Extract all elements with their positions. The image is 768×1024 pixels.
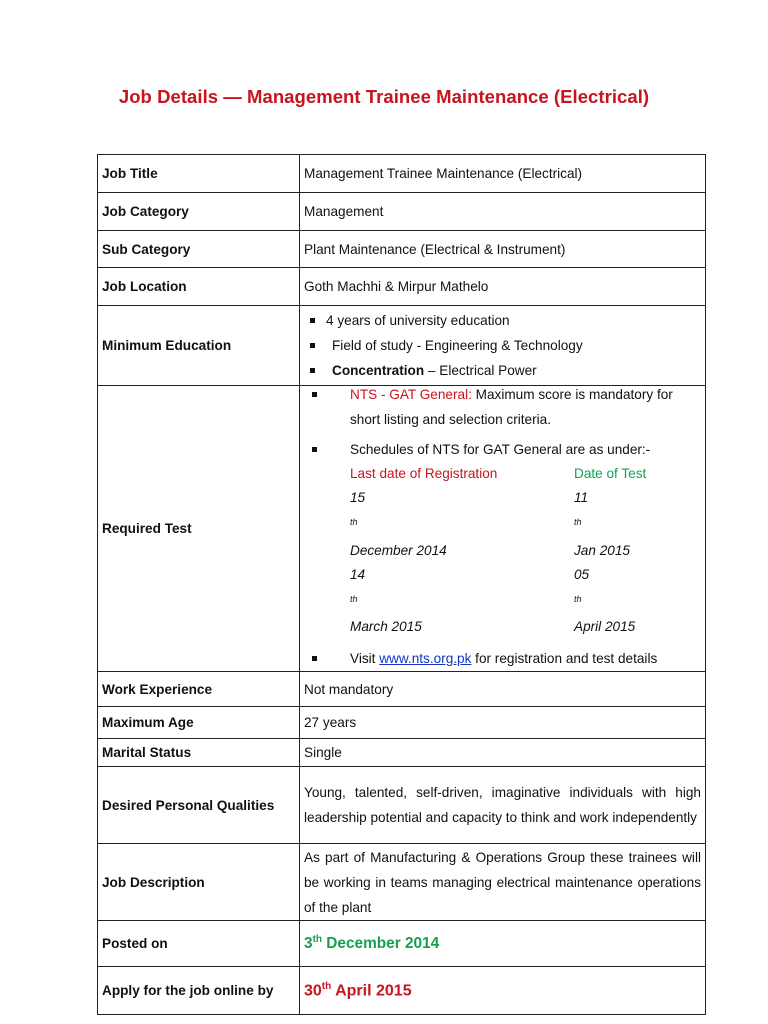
- job-location-label: Job Location: [98, 268, 300, 306]
- row-work-experience: [98, 672, 706, 707]
- apply-by-label: Apply for the job online by: [98, 967, 300, 1015]
- list-item-text: Field of study - Engineering & Technology: [332, 338, 583, 353]
- row-personal-qualities: [98, 767, 706, 844]
- date-suffix: th: [312, 934, 323, 945]
- job-description-label: Job Description: [98, 844, 300, 921]
- row-marital-status: [98, 739, 706, 767]
- date-rest: March 2015: [350, 619, 422, 635]
- concentration-label: Concentration: [332, 363, 425, 378]
- date-rest: April 2015: [331, 982, 412, 1000]
- minimum-education-value: [300, 306, 706, 386]
- job-category-value: Management: [300, 193, 706, 231]
- row-minimum-education: [98, 306, 706, 386]
- visit-suffix: for registration and test details: [471, 651, 658, 667]
- concentration-value: – Electrical Power: [424, 363, 537, 378]
- sub-category-label: Sub Category: [98, 231, 300, 268]
- row-posted-on: [98, 921, 706, 967]
- date-rest: Jan 2015: [574, 542, 630, 558]
- row-job-description: [98, 844, 706, 921]
- date-suffix: th: [574, 517, 582, 527]
- date-suffix: th: [321, 980, 332, 992]
- visit-line: [304, 646, 701, 671]
- date-day: 30: [304, 982, 322, 1000]
- date-day: 11: [574, 490, 589, 505]
- personal-qualities-value: Young, talented, self-driven, imaginative individuals with high leadership potential and capacity to think and work independently: [300, 767, 706, 844]
- date-rest: April 2015: [574, 619, 636, 635]
- nts-requirement: [304, 382, 701, 432]
- list-item: [304, 358, 701, 383]
- date-day: 05: [574, 566, 590, 582]
- date-suffix: th: [574, 593, 582, 604]
- visit-prefix: Visit: [350, 651, 380, 667]
- personal-qualities-label: Desired Personal Qualities: [98, 767, 300, 844]
- schedule-row: [304, 563, 701, 640]
- sub-category-value: Plant Maintenance (Electrical & Instrument): [300, 231, 706, 268]
- schedule-header: [304, 462, 701, 486]
- registration-date: [350, 486, 574, 563]
- work-experience-label: Work Experience: [98, 672, 300, 707]
- date-day: 14: [350, 566, 366, 582]
- nts-gat-label: NTS - GAT General:: [350, 387, 472, 402]
- job-description-value: As part of Manufacturing & Operations Group these trainees will be working in teams managing electrical maintenance operations of the plant: [300, 844, 706, 921]
- list-item: 4 years of university education: [304, 308, 701, 333]
- marital-status-value: Single: [300, 739, 706, 767]
- job-category-label: Job Category: [98, 193, 300, 231]
- maximum-age-label: Maximum Age: [98, 707, 300, 739]
- schedule-intro-text: Schedules of NTS for GAT General are as under:-: [350, 442, 651, 457]
- date-rest: December 2014: [322, 935, 440, 953]
- test-date-column-header: Date of Test: [574, 466, 647, 481]
- date-suffix: th: [350, 517, 358, 527]
- date-day: 15: [350, 490, 366, 505]
- apply-by-value: [300, 967, 706, 1015]
- marital-status-label: Marital Status: [98, 739, 300, 767]
- schedule-row: [304, 486, 701, 563]
- test-date: [574, 563, 635, 640]
- education-list: [304, 308, 701, 383]
- job-location-value: Goth Machhi & Mirpur Mathelo: [300, 268, 706, 306]
- test-date: [574, 486, 630, 563]
- row-job-title: [98, 155, 706, 193]
- date-suffix: th: [350, 593, 358, 604]
- row-apply-by: [98, 967, 706, 1015]
- date-rest: December 2014: [350, 542, 447, 558]
- registration-date: [350, 563, 574, 640]
- posted-on-label: Posted on: [98, 921, 300, 967]
- job-details-table: [97, 154, 706, 1015]
- bullet-icon: [312, 447, 317, 452]
- schedule-intro: [304, 437, 701, 462]
- row-sub-category: [98, 231, 706, 268]
- maximum-age-value: 27 years: [300, 707, 706, 739]
- job-title-label: Job Title: [98, 155, 300, 193]
- bullet-icon: [312, 392, 317, 397]
- row-maximum-age: [98, 707, 706, 739]
- required-test-value: [300, 386, 706, 672]
- registration-column-header: Last date of Registration: [350, 466, 498, 481]
- required-test-label: Required Test: [98, 386, 300, 672]
- posted-on-value: [300, 921, 706, 967]
- bullet-icon: [312, 656, 317, 661]
- nts-gat-text: Maximum score is mandatory for short listing and selection criteria.: [350, 387, 673, 427]
- work-experience-value: Not mandatory: [300, 672, 706, 707]
- page-title: Job Details — Management Trainee Maintenance (Electrical): [118, 86, 650, 107]
- list-item: [304, 333, 701, 358]
- date-day: 3: [304, 935, 313, 953]
- nts-website-link[interactable]: www.nts.org.pk: [379, 651, 472, 667]
- row-job-category: [98, 193, 706, 231]
- job-title-value: Management Trainee Maintenance (Electrical): [300, 155, 706, 193]
- row-required-test: [98, 386, 706, 672]
- row-job-location: [98, 268, 706, 306]
- minimum-education-label: Minimum Education: [98, 306, 300, 386]
